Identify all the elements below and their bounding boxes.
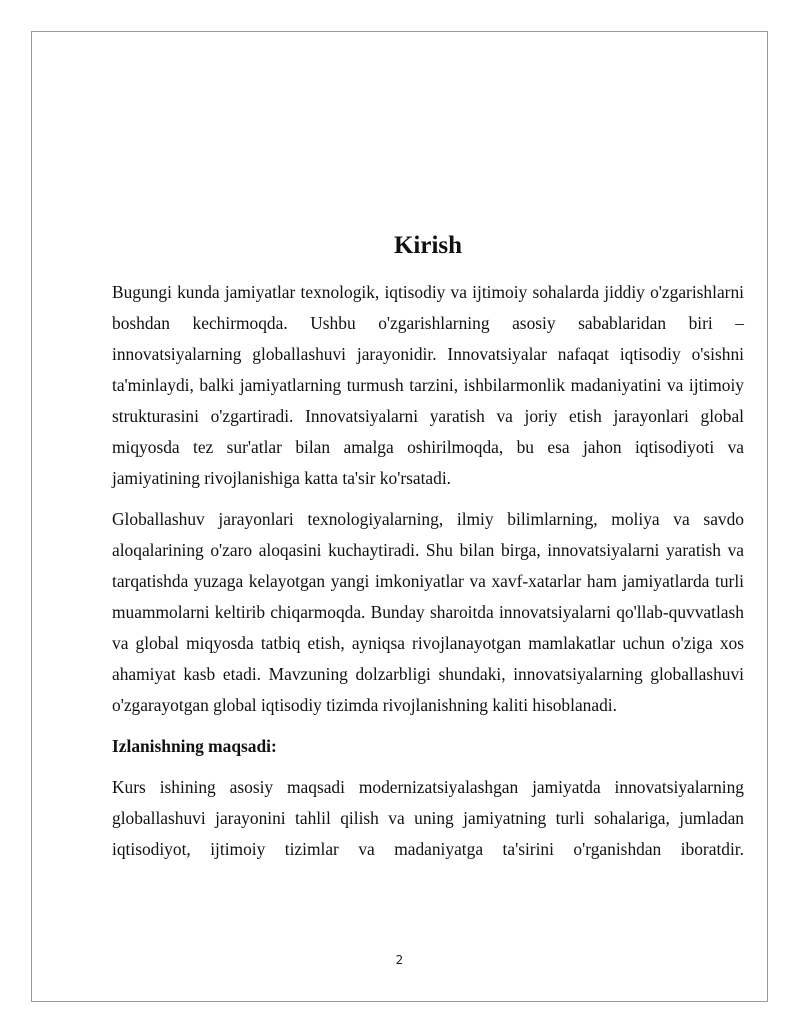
page-title: Kirish — [393, 232, 463, 259]
section-paragraph: Kurs ishining asosiy maqsadi modernizatsiyalashgan jamiyatda innovatsiyalarning globallashuvi jarayonini tahlil qilish va uning jamiyatning turli sohalariga, jumladan iqtisodiyot, ijtimoiy tizimlar va madaniyatga ta'sirini o'rganishdan iboratdir. — [112, 777, 744, 859]
body-paragraph-1: Bugungi kunda jamiyatlar texnologik, iqtisodiy va ijtimoiy sohalarda jiddiy o'zgarishlarni boshdan kechirmoqda. Ushbu o'zgarishlarning asosiy sabablaridan biri – innovatsiyalarning globallashuvi jarayonidir. Innovatsiyalar nafaqat iqtisodiy o'sishni ta'minlaydi, balki jamiyatlarning turmush tarzini, ishbilarmonlik madaniyatini va ijtimoiy strukturasini o'zgartiradi. Innovatsiyalarni yaratish va joriy etish jarayonlari global miqyosda tez sur'atlar bilan amalga oshirilmoqda, bu esa jahon iqtisodiyoti va jamiyatining rivojlanishiga katta ta'sir ko'rsatadi. — [112, 282, 744, 488]
section-heading: Izlanishning maqsadi: — [112, 736, 277, 756]
body-paragraph-2: Globallashuv jarayonlari texnologiyalarning, ilmiy bilimlarning, moliya va savdo aloqalarining o'zaro aloqasini kuchaytiradi. Shu bilan birga, innovatsiyalarni yaratish va tarqatishda yuzaga kelayotgan yangi imkoniyatlar va xavf-xatarlar ham jamiyatlarda turli muammolarni keltirib chiqarmoqda. Bunday sharoitda innovatsiyalarni qo'llab-quvvatlash va global miqyosda tatbiq etish, ayniqsa rivojlanayotgan mamlakatlar uchun o'ziga xos ahamiyat kasb etadi. Mavzuning dolzarbligi shundaki, innovatsiyalarning globallashuvi o'zgarayotgan global iqtisodiy tizimda rivojlanishning kaliti hisoblanadi. — [112, 509, 744, 715]
page-number: 2 — [395, 953, 404, 967]
page-content — [112, 228, 744, 875]
document-page — [31, 31, 768, 1002]
